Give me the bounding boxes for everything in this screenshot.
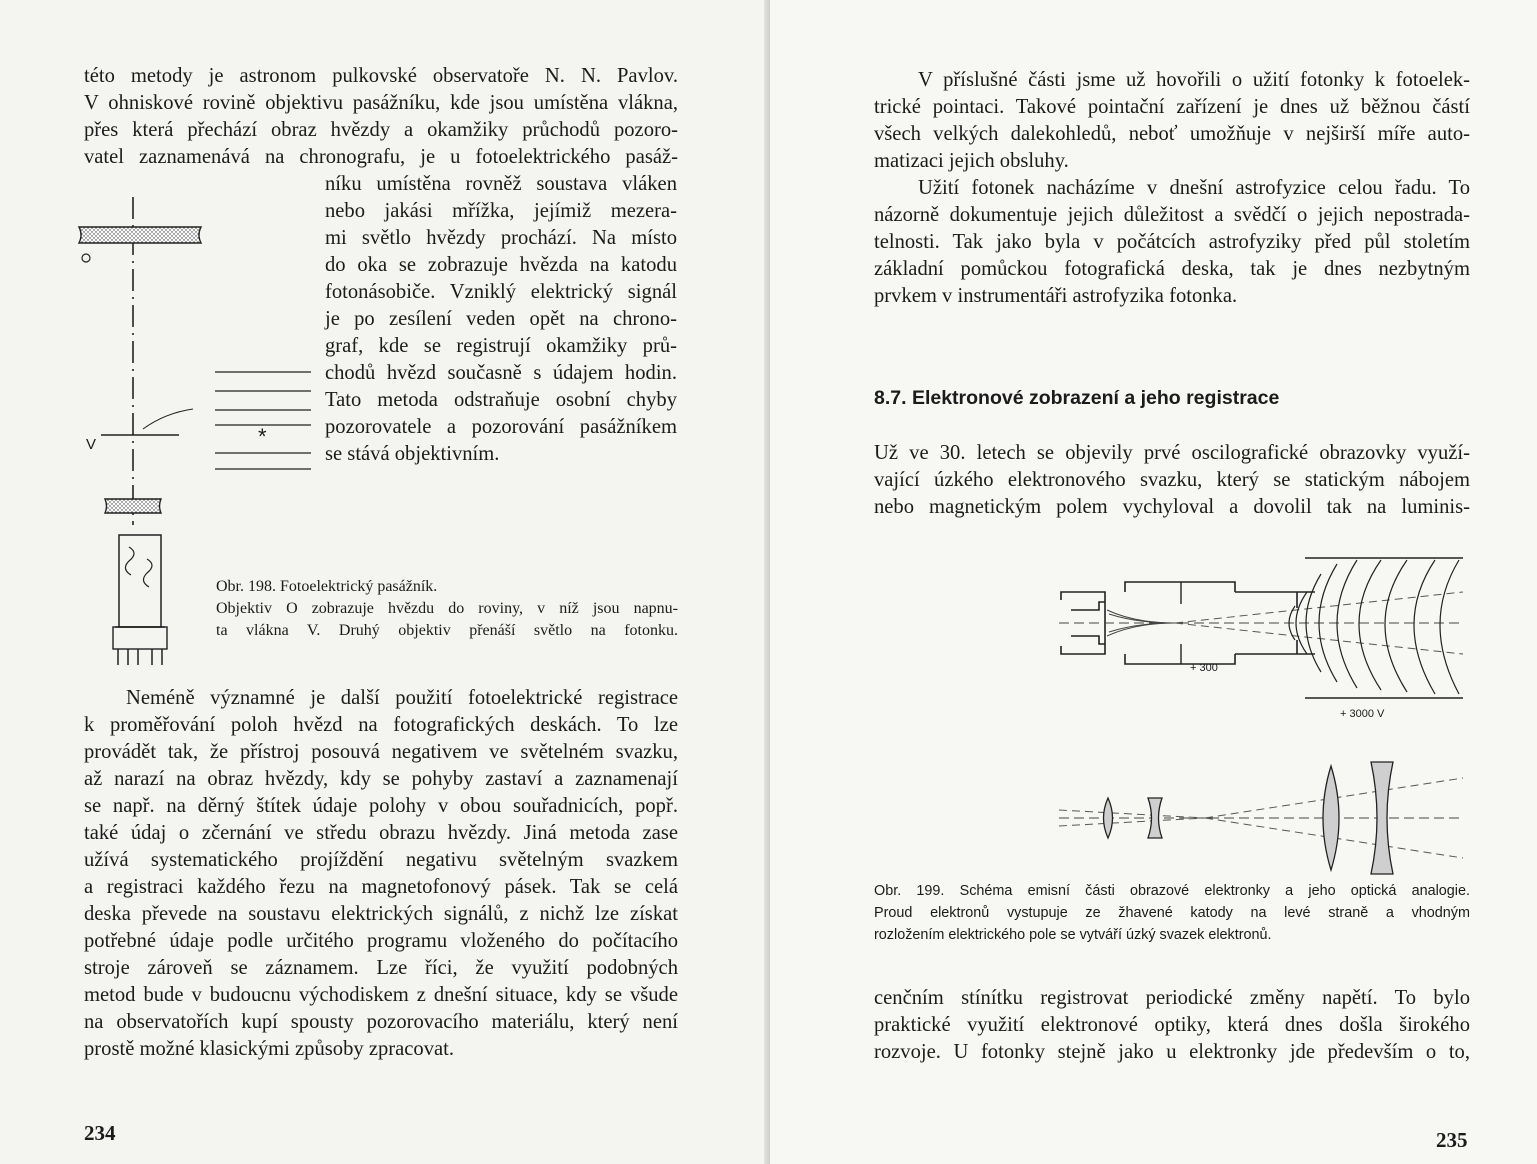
right-paragraph-2 <box>874 175 1470 310</box>
text-line: telnosti. Tak jako byla v počátcích astrofyziky před půl stoletím <box>874 231 1470 253</box>
page-number-left: 234 <box>84 1121 116 1145</box>
figure-198-caption <box>216 576 678 642</box>
text-line: provádět tak, že přístroj posouvá negativem ve světelném svazku, <box>84 741 678 763</box>
caption-line: Proud elektronů vystupuje ze žhavené katody na levé straně a vhodným <box>874 905 1470 921</box>
text-line: všech velkých dalekohledů, neboť umožňuje v nejširší míře auto- <box>874 123 1470 145</box>
objective-label-circle <box>82 254 90 262</box>
left-bottom-paragraph <box>84 685 678 1063</box>
label-voltage-3000: + 3000 V <box>1340 708 1385 720</box>
text-line: fotonásobiče. Vzniklý elektrický signál <box>325 281 677 303</box>
text-line: V příslušné části jsme už hovořili o užití fotonky k fotoelek- <box>918 69 1470 91</box>
label-star: * <box>258 424 267 449</box>
optical-ray <box>1059 810 1205 818</box>
page-number-right: 235 <box>1436 1128 1468 1152</box>
text-line: názorně dokumentuje jejich důležitost a svědčí o jejich nepostrada- <box>874 204 1470 226</box>
caption-title: Obr. 198. Fotoelektrický pasážník. <box>216 578 438 595</box>
text-line: se např. na děrný štítek údaje polohy v obou souřadnicích, popř. <box>84 795 678 817</box>
figure-199-caption <box>874 880 1470 946</box>
caption-line: ta vlákna V. Druhý objektiv přenáší světlo na fotonku. <box>216 622 678 639</box>
equipotential-arc <box>1385 560 1407 692</box>
text-line: Už ve 30. letech se objevily prvé oscilografické obrazovky využí- <box>874 442 1470 464</box>
text-line: rozvoje. U fotonky stejně jako u elektronky jde především o to, <box>874 1041 1470 1063</box>
text-line: také údaj o zčernání ve středu obrazu hvězdy. Jiná metoda zase <box>84 822 678 844</box>
caption-line: rozložením elektrického pole se vytváří úzký svazek elektronů. <box>874 927 1272 943</box>
photomultiplier-tube <box>119 535 161 627</box>
caption-line: Objektiv O zobrazuje hvězdu do roviny, v níž jsou napnu- <box>216 600 678 617</box>
left-page <box>0 0 768 1164</box>
text-line: V ohniskové rovině objektivu pasážníku, kde jsou umístěna vlákna, <box>84 92 678 114</box>
right-paragraph-4 <box>874 985 1470 1066</box>
text-line: až narazí na obraz hvězdy, kdy se pohyby zastaví a zaznamenají <box>84 768 678 790</box>
text-line: metod bude v budoucnu východiskem z dnešní situace, kdy se všude <box>84 984 678 1006</box>
equipotential-arc <box>1440 560 1459 694</box>
text-line: přes která přechází obraz hvězdy a okamžiky průchodů pozoro- <box>84 119 678 141</box>
text-line: na observatořích kupí spousty pozorovacího materiálu, který není <box>84 1011 678 1033</box>
text-line: Tato metoda odstraňuje osobní chyby <box>325 389 677 411</box>
text-line: mi světlo hvězdy prochází. Na místo <box>325 227 677 249</box>
convex-lens-large <box>1323 766 1339 870</box>
text-line: nebo jakási mřížka, jejímiž mezera- <box>325 200 677 222</box>
leader-line <box>143 409 193 429</box>
text-line: této metody je astronom pulkovské observatoře N. N. Pavlov. <box>84 65 678 87</box>
text-line: užívá systematického projíždění negativu světelným svazkem <box>84 849 678 871</box>
text-line: graf, kde se registrují okamžiky prů- <box>325 335 677 357</box>
label-threads-v: V <box>86 436 97 453</box>
text-line: potřebné údaje podle určitého programu vloženého do počítacího <box>84 930 678 952</box>
text-line: pozorovatele a pozorování pasážníkem <box>325 416 677 438</box>
text-line: prostě možné klasickými způsoby zpracovat. <box>84 1038 455 1060</box>
equipotential-arc <box>1337 560 1357 688</box>
text-line: chodů hvězd současně s údajem hodin. <box>325 362 677 384</box>
left-side-paragraph <box>325 171 677 468</box>
equipotential-arc <box>1359 560 1381 690</box>
second-lens <box>105 499 161 513</box>
label-voltage-300: + 300 <box>1190 662 1218 674</box>
left-top-paragraph <box>84 63 678 171</box>
optical-ray <box>1059 818 1205 826</box>
text-line: deska převede na soustavu elektrických signálů, z nichž lze získat <box>84 903 678 925</box>
text-line: vatel zaznamenává na chronografu, je u fotoelektrického pasáž- <box>84 146 678 168</box>
text-line: základní pomůckou fotografická deska, tak je dnes nezbytným <box>874 258 1470 280</box>
text-line: a registraci každého řezu na magnetofonový pásek. Tak se celá <box>84 876 678 898</box>
text-line: je po zesílení veden opět na chrono- <box>325 308 677 330</box>
right-page <box>770 0 1537 1164</box>
text-line: matizaci jejich obsluhy. <box>874 150 1069 172</box>
figure-199-diagram <box>1045 552 1465 882</box>
text-line: cenčním stínítku registrovat periodické změny napětí. To bylo <box>874 987 1470 1009</box>
right-paragraph-3 <box>874 440 1470 521</box>
text-line: trické pointaci. Takové pointační zařízení je dnes už běžnou částí <box>874 96 1470 118</box>
text-line: níku umístěna rovněž soustava vláken <box>325 173 677 195</box>
text-line: do oka se zobrazuje hvězda na katodu <box>325 254 677 276</box>
text-line: prvkem v instrumentáři astrofyzika fotonka. <box>874 285 1238 307</box>
caption-line: Obr. 199. Schéma emisní části obrazové elektronky a jeho optická analogie. <box>874 883 1470 899</box>
text-line: nebo magnetickým polem vychyloval a dovolil tak na luminis- <box>874 496 1470 518</box>
text-line: praktické využití elektronové optiky, která dnes došla širokého <box>874 1014 1470 1036</box>
convex-lens-small <box>1104 798 1113 838</box>
text-line: Neméně významné je další použití fotoelektrické registrace <box>126 687 678 709</box>
text-line: Užití fotonek nacházíme v dnešní astrofyzice celou řadu. To <box>918 177 1470 199</box>
text-line: vající úzkého elektronového svazku, který se statickým nábojem <box>874 469 1470 491</box>
text-line: se stává objektivním. <box>325 443 500 465</box>
section-heading: 8.7. Elektronové zobrazení a jeho registrace <box>874 387 1280 409</box>
equipotential-arc <box>1414 560 1435 694</box>
right-paragraph-1 <box>874 67 1470 175</box>
text-line: stroje zároveň se záznamem. Lze říci, že využití podobných <box>84 957 678 979</box>
dynode-curve <box>143 559 152 587</box>
dynode-curve <box>125 547 134 575</box>
tube-socket <box>113 627 167 649</box>
objective-lens <box>79 227 201 243</box>
text-line: k proměřování poloh hvězd na fotografických deskách. To lze <box>84 714 678 736</box>
